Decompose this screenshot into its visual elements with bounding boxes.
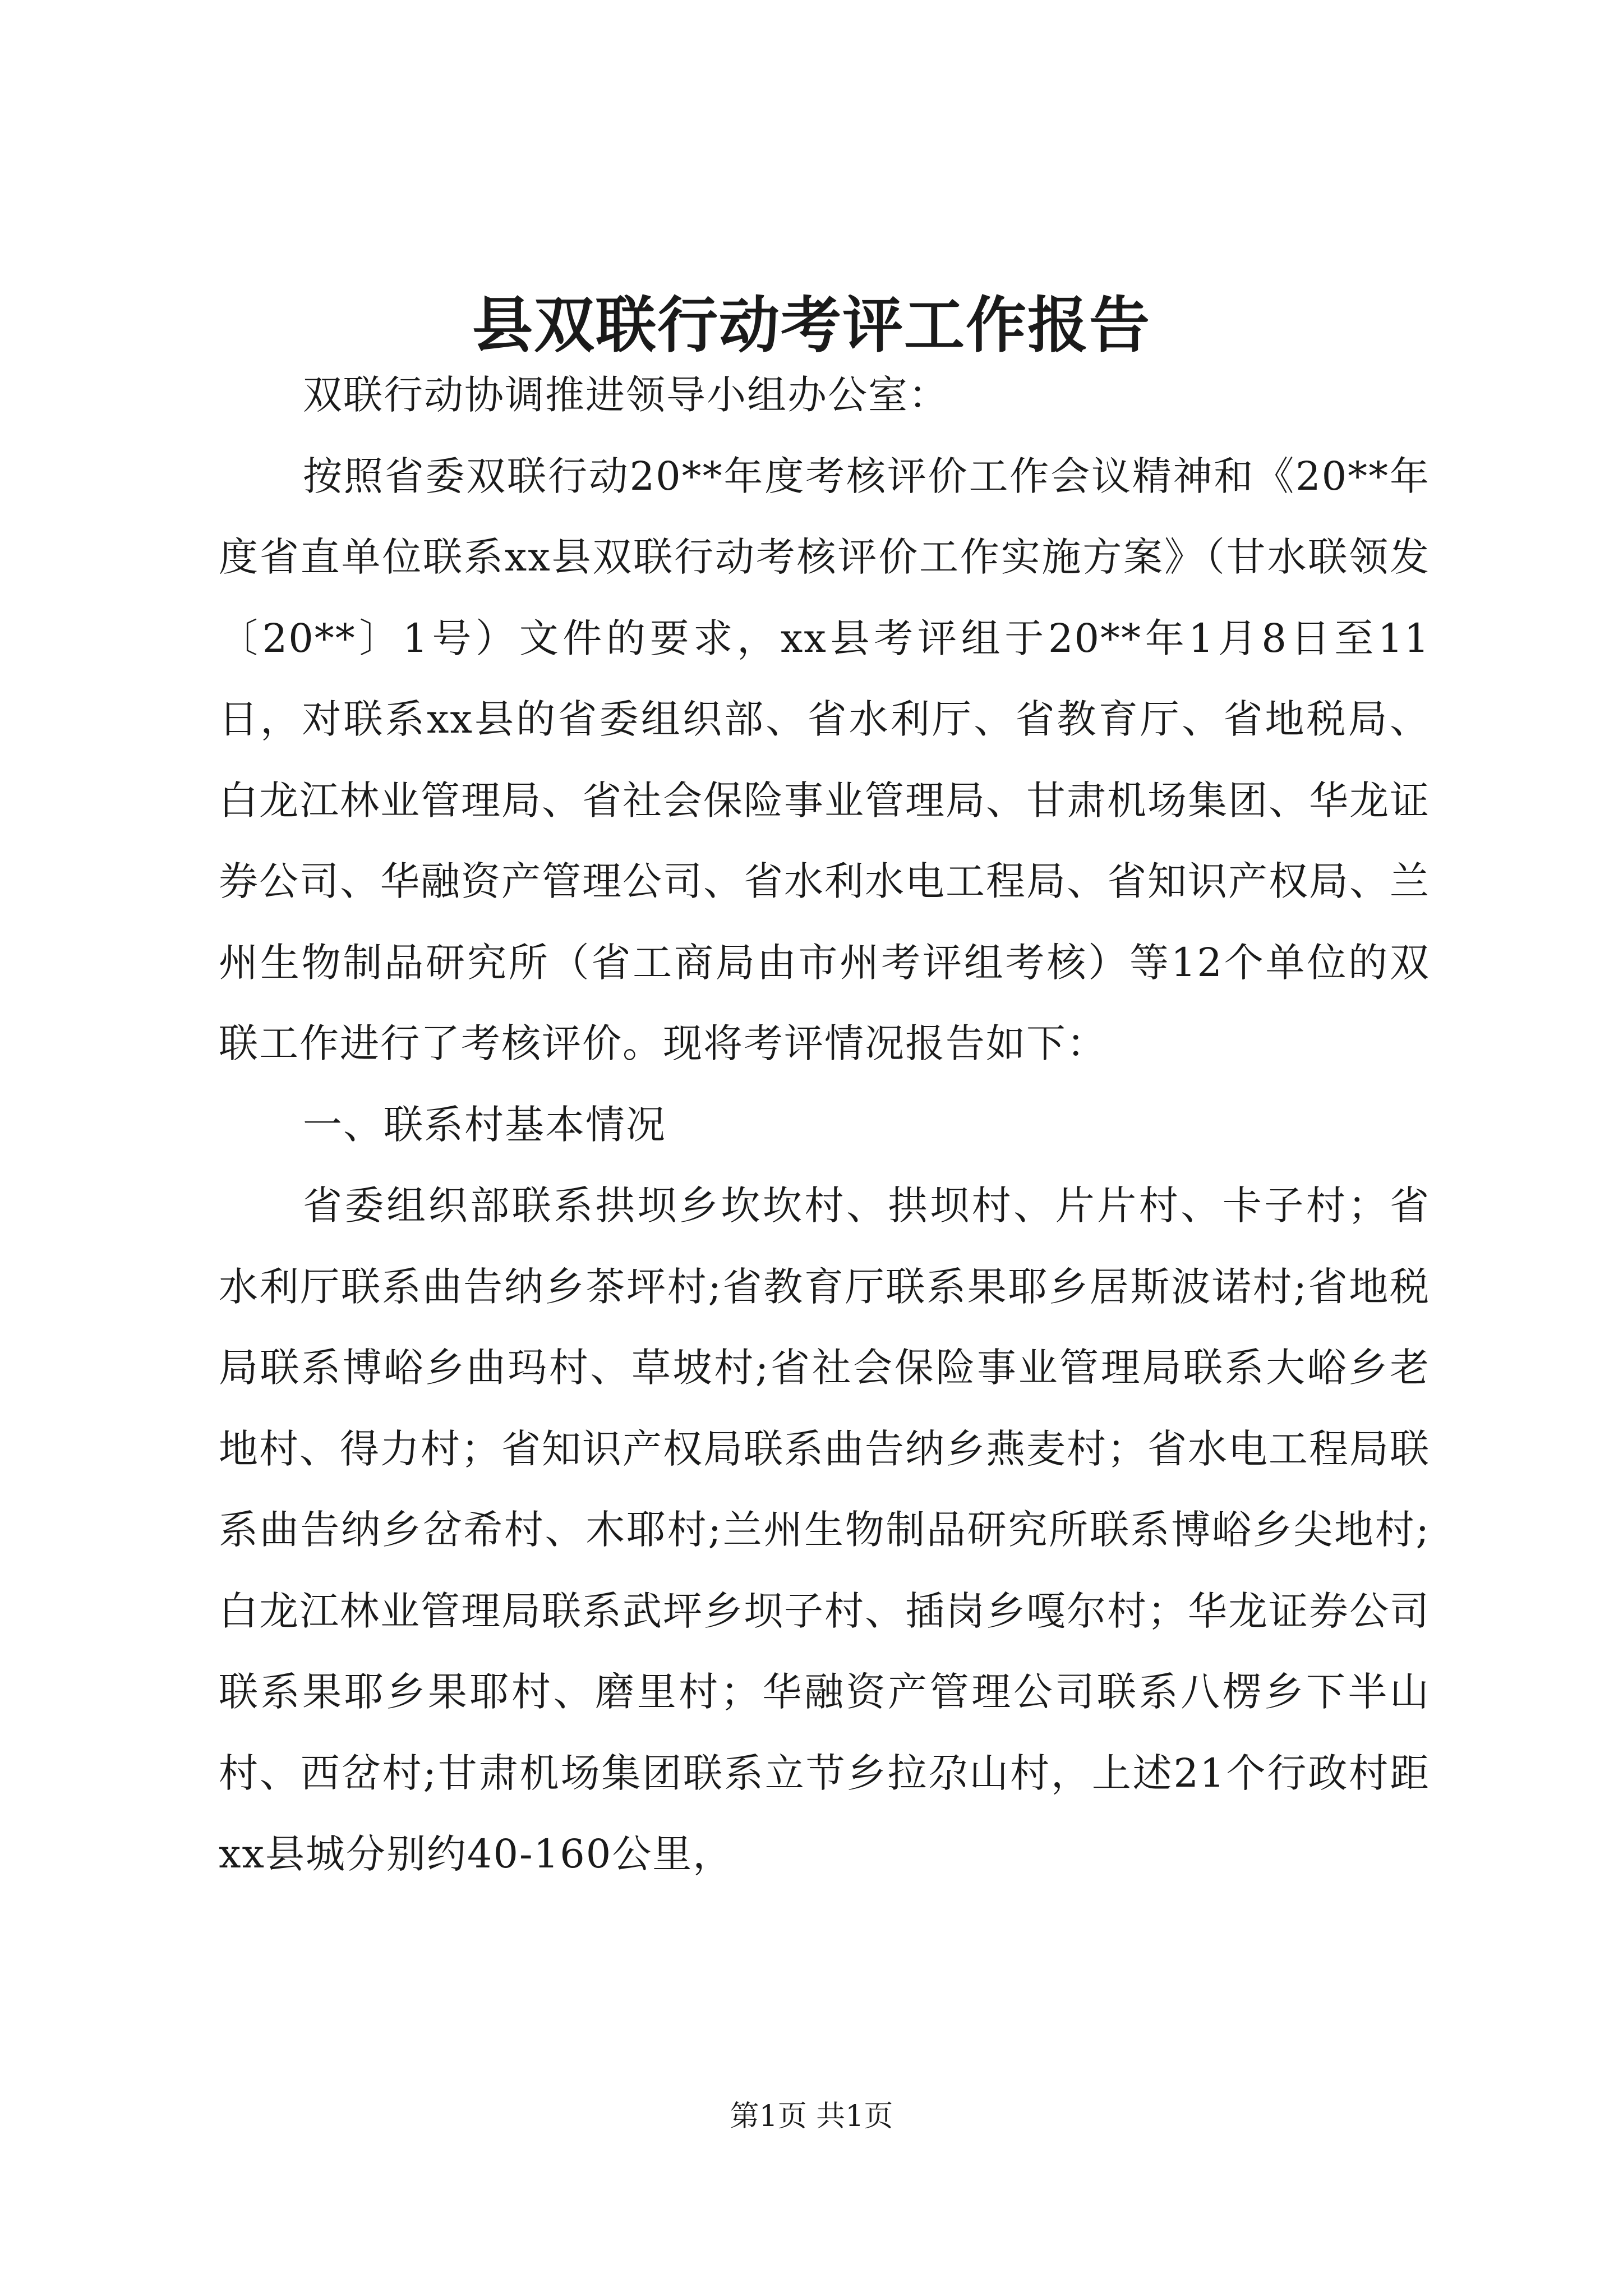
- document-body: [219, 355, 1430, 1895]
- paragraph-villages: 省委组织部联系拱坝乡坎坎村、拱坝村、片片村、卡子村；省水利厅联系曲告纳乡茶坪村;省教育厅联系果耶乡居斯波诺村;省地税局联系博峪乡曲玛村、草坡村;省社会保险事业管理局联系大峪乡老地村、得力村；省知识产权局联系曲告纳乡燕麦村；省水电工程局联系曲告纳乡岔希村、木耶村;兰州生物制品研究所联系博峪乡尖地村;白龙江林业管理局联系武坪乡坝子村、插岗乡嘎尔村；华龙证券公司联系果耶乡果耶村、磨里村；华融资产管理公司联系八楞乡下半山村、西岔村;甘肃机场集团联系立节乡拉尕山村，上述21个行政村距xx县城分别约40-160公里，: [219, 1182, 1430, 1877]
- section-heading: 一、联系村基本情况: [303, 1101, 666, 1148]
- salutation: 双联行动协调推进领导小组办公室：: [303, 372, 949, 418]
- paragraph-intro: 按照省委双联行动20**年度考核评价工作会议精神和《20**年度省直单位联系xx县双联行动考核评价工作实施方案》（甘水联领发〔20**〕1号）文件的要求，xx县考评组于20**年1月8日至11日，对联系xx县的省委组织部、省水利厅、省教育厅、省地税局、白龙江林业管理局、省社会保险事业管理局、甘肃机场集团、华龙证券公司、华融资产管理公司、省水利水电工程局、省知识产权局、兰州生物制品研究所（省工商局由市州考评组考核）等12个单位的双联工作进行了考核评价。现将考评情况报告如下：: [219, 453, 1430, 1066]
- page-footer: 第1页 共1页: [730, 2100, 893, 2133]
- document-title: 县双联行动考评工作报告: [472, 290, 1151, 361]
